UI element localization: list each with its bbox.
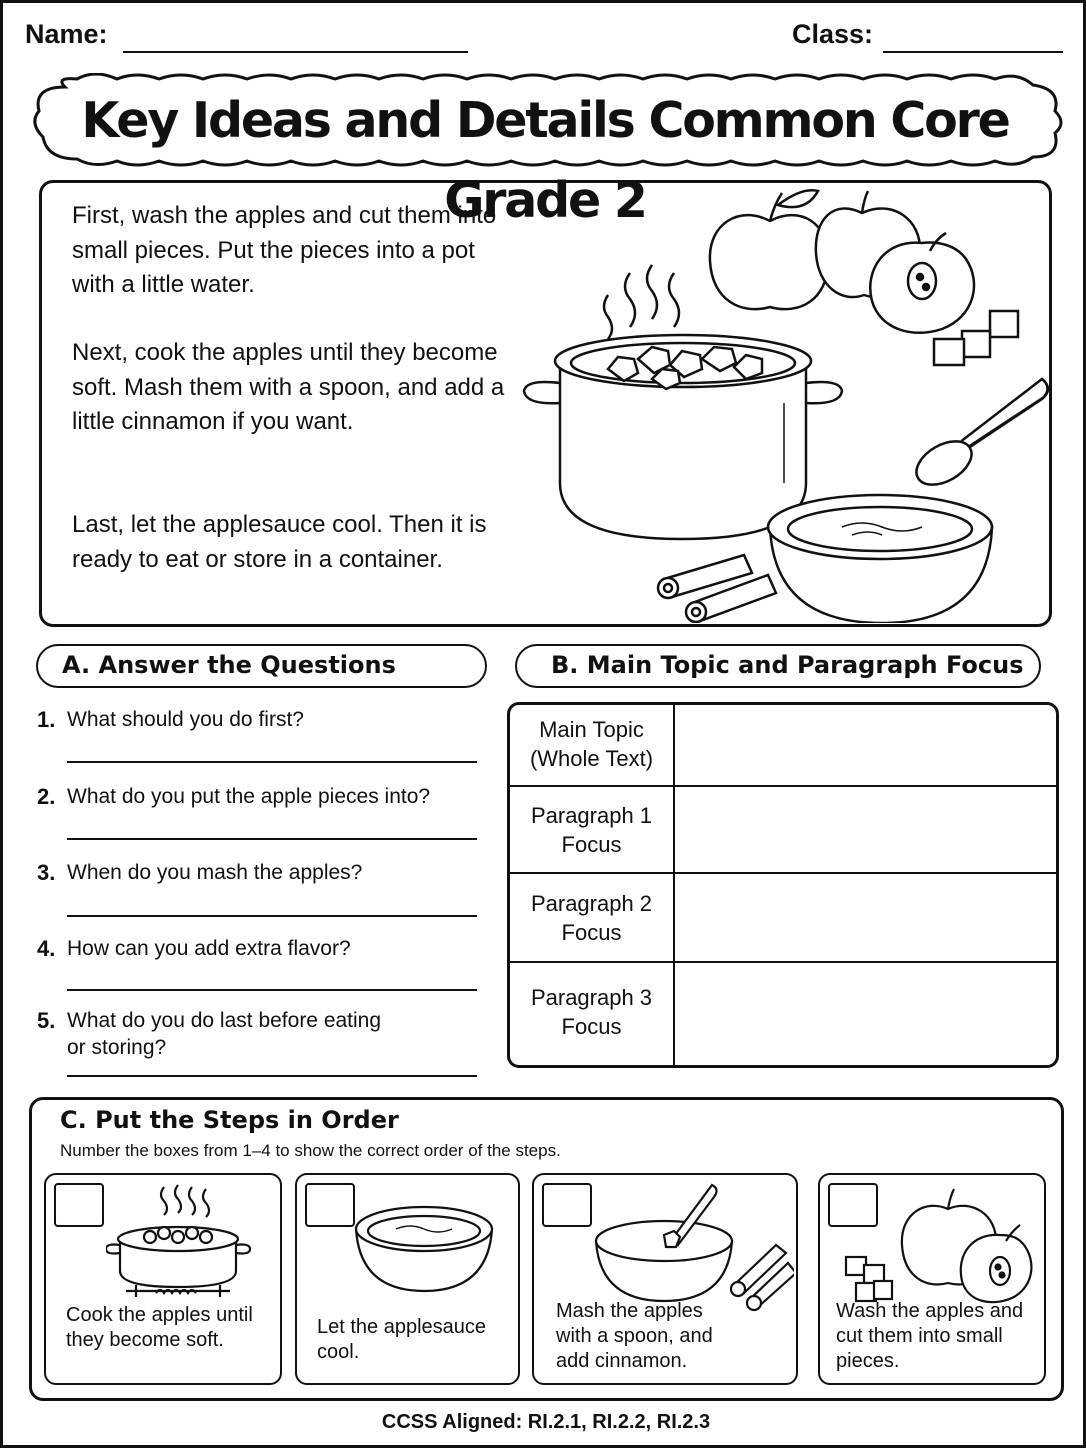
passage-paragraph-1: First, wash the apples and cut them into small pieces. Put the pieces into a pot with a little water. [72,202,497,298]
question-number: 3. [37,860,56,885]
section-a-heading: A. Answer the Questions [36,644,487,688]
question-text: When do you mash the apples? [67,861,363,884]
answer-line-3[interactable] [67,915,477,917]
pot-on-stove-icon [106,1181,256,1301]
order-number-box[interactable] [54,1183,104,1227]
section-b-heading: B. Main Topic and Paragraph Focus [515,644,1041,688]
question-text: What should you do first? [67,708,304,731]
class-line[interactable] [883,51,1063,53]
steps-section [29,1097,1064,1401]
order-number-box[interactable] [305,1183,355,1227]
question-number: 5. [37,1008,56,1033]
step-card-4 [818,1173,1046,1385]
step-card-1 [44,1173,282,1385]
table-row-label: Main Topic (Whole Text) [529,717,654,771]
step-card-3 [532,1173,798,1385]
ccss-footer: CCSS Aligned: RI.2.1, RI.2.2, RI.2.3 [381,1411,711,1433]
step-card-text: Mash the apples with a spoon, and add cinnamon. [556,1300,713,1372]
table-answer-cell[interactable] [676,787,1056,872]
question-text: What do you do last before eating or storing? [67,1009,382,1059]
apple-icon [710,215,828,309]
class-label: Class: [792,19,874,49]
question-text: What do you put the apple pieces into? [67,785,431,808]
order-number-box[interactable] [542,1183,592,1227]
table-answer-cell[interactable] [676,874,1056,961]
answer-line-2[interactable] [67,838,477,840]
table-answer-cell[interactable] [676,705,1056,785]
step-card-2 [295,1173,520,1385]
page-title: Key Ideas and Details Common Core Grade 2 [81,92,1009,229]
table-column-divider [673,705,675,1065]
question-number: 1. [37,707,56,732]
passage-paragraph-3: Last, let the applesauce cool. Then it is ready to eat or store in a container. [72,511,487,573]
question-number: 2. [37,784,56,809]
answer-line-5[interactable] [67,1075,477,1077]
name-label: Name: [25,19,108,49]
step-card-text: Cook the apples until they become soft. [66,1304,253,1351]
step-card-text: Wash the apples and cut them into small pieces. [836,1300,1024,1372]
table-row-label: Paragraph 1 Focus [530,803,653,857]
question-text: How can you add extra flavor? [67,937,351,960]
question-number: 4. [37,936,56,961]
applesauce-illustration [512,183,1052,623]
name-line[interactable] [123,51,468,53]
passage-paragraph-2: Next, cook the apples until they become soft. Mash them with a spoon, and add a little cinnamon if you want. [72,339,505,435]
section-c-heading: C. Put the Steps in Order [60,1106,399,1134]
answer-line-1[interactable] [67,761,477,763]
answer-line-4[interactable] [67,989,477,991]
step-card-text: Let the applesauce cool. [317,1316,487,1363]
table-row-label: Paragraph 2 Focus [530,891,653,945]
cut-apples-icon [842,1185,1042,1305]
reading-passage [39,180,1052,627]
main-topic-table [507,702,1059,1068]
section-c-instructions: Number the boxes from 1–4 to show the correct order of the steps. [60,1141,561,1160]
applesauce-bowl-icon [352,1195,497,1295]
table-answer-cell[interactable] [676,963,1056,1065]
table-row-label: Paragraph 3 Focus [530,985,653,1039]
